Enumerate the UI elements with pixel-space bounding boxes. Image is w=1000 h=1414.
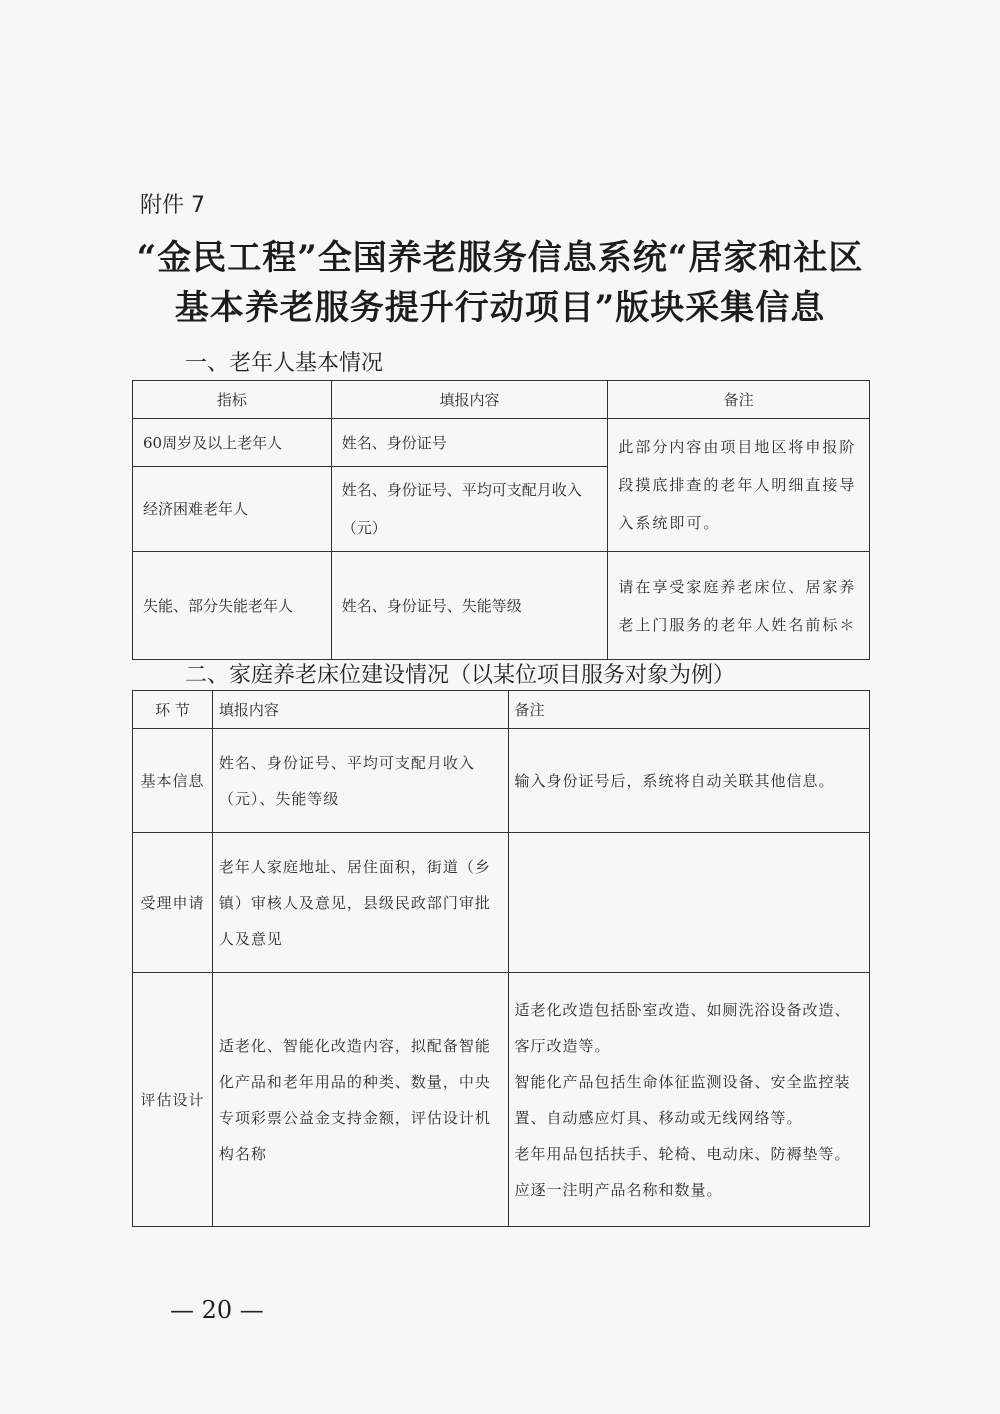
note-line-smart-products: 智能化产品包括生命体征监测设备、安全监控装置、自动感应灯具、移动或无线网络等。: [514, 1072, 851, 1127]
attachment-label: 附件 7: [140, 193, 205, 218]
header-indicator: 指标: [133, 381, 332, 419]
content-cell: 姓名、身份证号、失能等级: [331, 552, 608, 660]
table-row: [133, 973, 870, 1227]
content-cell: 老年人家庭地址、居住面积，街道（乡镇）审核人及意见，县级民政部门审批人及意见: [212, 833, 508, 973]
section1-heading: 一、老年人基本情况: [185, 351, 384, 376]
stage-cell: 受理申请: [133, 833, 213, 973]
document-title-line1: “金民工程”全国养老服务信息系统“居家和社区: [136, 238, 864, 278]
content-cell: 姓名、身份证号: [331, 419, 608, 467]
table-row: [133, 552, 870, 660]
content-cell: 姓名、身份证号、平均可支配月收入（元）: [331, 467, 608, 552]
header-note: 备注: [508, 691, 869, 729]
section2-heading: 二、家庭养老床位建设情况（以某位项目服务对象为例）: [185, 663, 736, 688]
note-cell-mark: 请在享受家庭养老床位、居家养老上门服务的老年人姓名前标＊: [608, 552, 870, 660]
header-note: 备注: [608, 381, 870, 419]
stage-cell: 基本信息: [133, 729, 213, 833]
family-bed-construction-table: [132, 690, 870, 1227]
indicator-cell: 失能、部分失能老年人: [133, 552, 332, 660]
elderly-basic-info-table: [132, 380, 870, 660]
indicator-cell: 经济困难老年人: [133, 467, 332, 552]
header-content: 填报内容: [212, 691, 508, 729]
note-cell: 输入身份证号后，系统将自动关联其他信息。: [508, 729, 869, 833]
note-cell: [508, 833, 869, 973]
document-title-line2: 基本养老服务提升行动项目”版块采集信息: [174, 288, 826, 328]
content-cell: 姓名、身份证号、平均可支配月收入（元）、失能等级: [212, 729, 508, 833]
header-content: 填报内容: [331, 381, 608, 419]
page-number: — 20 —: [170, 1296, 264, 1324]
content-cell: 适老化、智能化改造内容，拟配备智能化产品和老年用品的种类、数量，中央专项彩票公益金支持金额，评估设计机构名称: [212, 973, 508, 1227]
note-line-elderly-supplies: 老年用品包括扶手、轮椅、电动床、防褥垫等。应逐一注明产品名称和数量。: [514, 1144, 851, 1199]
note-line-aging-renovation: 适老化改造包括卧室改造、如厕洗浴设备改造、客厅改造等。: [514, 1000, 851, 1055]
header-stage: 环 节: [133, 691, 213, 729]
stage-cell: 评估设计: [133, 973, 213, 1227]
table-row: [133, 729, 870, 833]
table-row: [133, 833, 870, 973]
indicator-cell: 60周岁及以上老年人: [133, 419, 332, 467]
note-cell: [508, 973, 869, 1227]
table-row: [133, 419, 870, 467]
note-cell-import: 此部分内容由项目地区将申报阶段摸底排查的老年人明细直接导入系统即可。: [608, 419, 870, 552]
